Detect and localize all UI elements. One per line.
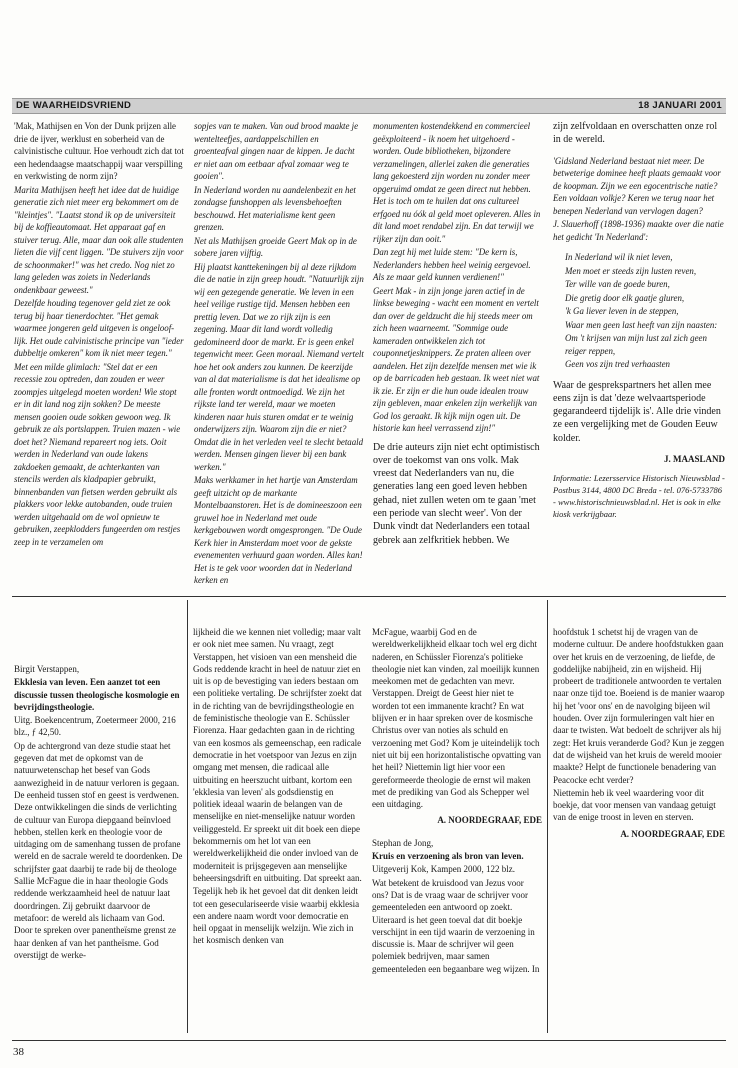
paragraph: In Nederland worden nu aandelenbezit en het zondagse funshoppen als levensbehoeften beschouwd. Het materialisme kent geen grenzen. <box>194 184 356 232</box>
review-column-3 <box>372 626 542 976</box>
page-number: 38 <box>13 1046 24 1058</box>
poem-line: 'k Ga liever leven in de steppen, <box>565 306 679 317</box>
review-column-1 <box>14 663 184 962</box>
review-title: Ekklesia van leven. Een aanzet tot een discussie tussen theologische kosmologie en bevrijdingstheologie. <box>14 677 180 712</box>
paragraph: Met een milde glimlach: "Stel dat er een recessie zou optreden, dan zouden er weer zoompjes uitgelegd moeten worden! Wie stopt er in dit land nog zijn sokken? De meeste mensen gooien oude sokken gewoon weg. Ik gebruik ze als portslappen. Truien mazen - wie doet het? Niemand repareert nog iets. Ooit werden in Nederland van oude lakens zakdoeken gemaakt, de achterkanten van stencils werden als kladpapier gebruikt, binnenbanden van fietsen werden gebruikt als plakkers voor lekke autobanden, oude truien werden uitgehaald om de wol opnieuw te gebruiken, zeepklodders fungeerden om restjes zeep in te verzamelen om <box>14 361 181 547</box>
paragraph: Net als Mathijsen groeide Geert Mak op in de sobere jaren vijftig. <box>194 235 357 258</box>
review-author: Birgit Verstappen, <box>14 664 80 674</box>
reviewer-signature: A. NOORDEGRAAF, EDE <box>620 828 725 839</box>
section-divider <box>12 596 726 597</box>
paragraph: J. Slauerhoff (1898-1936) maakte over die natie het gedicht 'In Nederland': <box>553 219 724 242</box>
footer-rule <box>12 1040 726 1041</box>
paragraph: Niettemin heb ik veel waardering voor dit boekje, dat voor mensen van vandaag getuigt van de enige troost in leven en sterven. <box>553 787 716 823</box>
review-publication: Uitgeverij Kok, Kampen 2000, 122 blz. <box>372 864 515 875</box>
paragraph: sopjes van te maken. Van oud brood maakte je wentelteefjes, aardappelschillen en groenteafval gingen naar de kippen. Je dacht er niet aan om eetbaar afval zomaar weg te gooien". <box>194 121 359 181</box>
paragraph: Tegelijk heb ik het gevoel dat dit denken leidt tot een geseculariseerde visie waarbij ekklesia een andere naam wordt voor democratie en heil opgaat in menselijk welzijn. Wie zich in het kosmisch denken van <box>193 886 360 946</box>
paragraph: hoofdstuk 1 schetst hij de vragen van de moderne cultuur. De andere hoofdstukken gaan over het kruis en de verzoening, de liefde, de goddelijke nabijheid, zin en wijsheid. Hij probeert de traditionele antwoorden te vertalen naar onze tijd toe. Boeiend is de manier waarop hij het 'voor ons' en de navolging bijeen wil houden. Over zijn formuleringen valt hier en daar te twisten. Wat bedoelt de schrijver als hij zegt: Het kruis veranderde God? Kun je zeggen dat de wijsheid van het kruis de wereld mooier maakte? Helpt de functionele benadering van Peacocke echt verder? <box>553 627 725 785</box>
paragraph: Waar de gesprekspartners het allen mee eens zijn is dat 'deze welvaartsperiode gegarandeerd tijdelijk is'. Alle drie vinden ze een vergelijking met de Gouden Eeuw kolder. <box>553 379 721 444</box>
poem-line: Men moet er steeds zijn lusten reven, <box>565 265 697 276</box>
poem-line: Geen vos zijn tred verhaasten <box>565 359 670 370</box>
poem-line: Om 't krijsen van mijn lust zal zich geen reiger reppen, <box>565 333 707 356</box>
article-column-1 <box>14 120 184 549</box>
article-column-2 <box>194 120 364 588</box>
paragraph: De drie auteurs zijn niet echt optimistisch over de toekomst van ons volk. Mak vreest dat Nederlanders van nu, die generaties lang een goed leven hebben gehad, niet zullen weten om te gaan 'met een periode van slecht weer'. Von der Dunk vindt dat Nederlanders een totaal gebrek aan zelfkritiek hebben. We <box>373 441 540 546</box>
paragraph: Hij plaatst kanttekeningen bij al deze rijkdom die de natie in zijn greep houdt. "Natuurlijk zijn wij een gezegende generatie. We leven in een heel veilige rustige tijd. Mensen hebben een prettig leven. Dat we zo rijk zijn is een zegening. Maar dit land wordt volledig gedomineerd door de markt. Er is geen enkel tegenwicht meer. Geen moraal. Niemand vertelt hoe het ook anders zou kunnen. De keerzijde van al dat materialisme is dat het idealisme op alle fronten wordt ontmoedigd. We zijn het rijkste land ter wereld, maar we moeten kinderen naar huis sturen omdat er te weinig onderwijzers zijn. Waarom zijn die er niet? Omdat die in het verleden veel te slecht betaald werden. Mensen gingen liever bij een bank werken." <box>194 261 364 472</box>
column-divider <box>547 600 548 1033</box>
review-column-4 <box>553 626 725 850</box>
paragraph: monumenten kostendekkend en commercieel geëxploiteerd - ik noem het uitgehoerd - worden. Oude bibliotheken, bijzondere verzamelingen, allerlei zaken die generaties lang gekoesterd zijn worden nu zonder meer opgeruimd omdat ze geen direct nut hebben. Het is toch om te huilen dat ons cultureel erfgoed nu óók al geld moet opleveren. Alles in dit land moet rendabel zijn. En dat terwijl we rijker zijn dan ooit." <box>373 121 541 244</box>
paragraph: Wat betekent de kruisdood van Jezus voor ons? Dat is de vraag waar de schrijver voor gemeenteleden een antwoord op zoekt. Uiteraard is het geen toeval dat dit boekje verschijnt in een tijd waarin de verzoening in discussie is. Maar de schrijver wil geen polemiek bedrijven, maar samen gemeenteleden een begaanbare weg wijzen. In <box>372 877 540 974</box>
paragraph: 'Gidsland Nederland bestaat niet meer. De betweterige dominee heeft plaats gemaakt voor de koopman. Zijn we een egocentrische natie? Een voldaan volkje? Keren we terug naar het benepen Nederland van vervlogen dagen? <box>553 155 721 216</box>
issue-date: 18 JANUARI 2001 <box>638 100 722 111</box>
author-signature: J. MAASLAND <box>663 454 725 465</box>
paragraph: McFague, waarbij God en de wereldwerkelijkheid elkaar toch wel erg dicht naderen, en Schüssler Fiorenza's politieke theologie niet kan vinden, zal moeilijk kunnen meekomen met de gedachten van mevr. Verstappen. Dreigt de Geest hier niet te worden tot een immanente kracht? En wat blijven er in haar spreken over de kosmische Christus over van noties als schuld en verzoening met God? Kom je uiteindelijk toch niet uit bij een horizontalistische opvatting van het heil? Niettemin ligt hier voor een gereformeerde theologie de ernst wil maken met de prediking van God als Schepper wel een uitdaging. <box>372 627 541 810</box>
review-column-2 <box>193 626 363 948</box>
publication-name: DE WAARHEIDSVRIEND <box>16 100 132 111</box>
info-note: Informatie: Lezersservice Historisch Nieuwsblad - Postbus 3144, 4800 DC Breda - tel. 076-5733786 - www.historischnieuwsblad.nl. Het is ook in elke kiosk verkrijgbaar. <box>553 472 725 519</box>
article-column-3 <box>373 120 543 548</box>
paragraph: zijn zelfvoldaan en overschatten onze rol in de wereld. <box>553 121 718 146</box>
poem <box>553 251 725 371</box>
paragraph: Geert Mak - in zijn jonge jaren actief in de linkse beweging - wacht een moment en vertelt dan over de geldzucht die hij steeds meer om zich heen waarneemt. "Sommige oude kameraden ontwikkelen zich tot couponnetjesknippers. Ze praten alleen over aandelen. Het zijn dezelfde mensen met wie ik op de barricaden heb gestaan. Ik weet niet wat ik zie. Er zijn er die hun oude idealen trouw zijn gebleven, maar enkelen zijn werkelijk van God los geraakt. Ik kijk mijn ogen uit. De historie kan heel verrassend zijn!" <box>373 285 540 433</box>
review-publication: Uitg. Boekencentrum, Zoetermeer 2000, 216 blz., ƒ 42,50. <box>14 715 176 738</box>
paragraph: Marita Mathijsen heeft het idee dat de huidige generatie zich niet meer erg bekommert om de "kleintjes". "Laatst stond ik op de universiteit bij de koffieautomaat. Het apparaat gaf en stuiver terug. Alle, maar dan ook alle studenten lieten die vijf cent liggen. "De stuivers zijn voor de schoonmaker!" was het credo. Nog niet zo lang geleden was zoiets in Nederlands ondenkbaar geweest." <box>14 184 184 295</box>
poem-line: In Nederland wil ik niet leven, <box>565 252 673 263</box>
page-header <box>12 98 726 114</box>
review-author: Stephan de Jong, <box>372 837 434 848</box>
paragraph: lijkheid die we kennen niet volledig; maar valt er ook niet mee samen. Nu vraagt, zegt Verstappen, het visioen van een mensheid die Gods reddende kracht in heel de natuur ziet en uit is op de bevestiging van ieders bestaan om een politieke vertaling. De schrijfster zoekt dat in de richting van de bevrijdingstheologie en de feministische theologie van E. Schüssler Fiorenza. Haar gedachten gaan in de richting van een kosmos als gemeenschap, een radicale democratie in het voetspoor van Jezus en zijn omgang met mensen, die radicaal alle uitbuiting en heerszucht uitbant, kortom een 'ekklesia van leven' als godsdienstig en politiek ideaal waarin de belangen van de menselijke en niet-menselijke natuur worden veiliggesteld. Er spreekt uit dit boek een diepe bekommernis om het lot van een wereldwerkelijkheid die onder invloed van de moderniteit is prijsgegeven aan menselijke beheersingsdrift en uitbuiting. Dat spreekt aan. <box>193 627 362 883</box>
column-divider <box>187 600 188 1033</box>
poem-line: Waar men geen last heeft van zijn naasten: <box>565 319 718 330</box>
reviewer-signature: A. NOORDEGRAAF, EDE <box>437 815 542 826</box>
paragraph: Dezelfde houding tegenover geld ziet ze ook terug bij haar tienerdochter. "Het gemak waarmee jongeren geld uitgeven is ongeloof-lijk. Het oude calvinistische principe van "ieder dubbeltje omkeren" kom ik niet meer tegen." <box>14 298 184 358</box>
paragraph: Maks werkkamer in het hartje van Amsterdam geeft uitzicht op de markante Montelbaanstoren. Het is de domineeszoon een gruwel hoe in Nederland met oude kerkgebouwen wordt omgesprongen. "De Oude Kerk hier in Amsterdam moet voor de gekste evenementen verhuurd gaan worden. Alles kan! Het is te gek voor woorden dat in Nederland kerken en <box>194 475 363 585</box>
article-column-4 <box>553 120 725 520</box>
poem-line: Ter wille van de goede buren, <box>565 279 670 290</box>
review-title: Kruis en verzoening als bron van leven. <box>372 851 524 862</box>
poem-line: Die gretig door elk gaatje gluren, <box>565 292 685 303</box>
paragraph: Dan zegt hij met luide stem: "De kern is, Nederlanders hebben heel weinig eergevoel. Als ze maar geld kunnen verdienen!" <box>373 247 531 282</box>
paragraph: Op de achtergrond van deze studie staat het gegeven dat met de opkomst van de natuurwetenschap het besef van Gods aanwezigheid in de natuur verloren is gegaan. De eenheid tussen stof en geest is verdwenen. Deze ontwikkelingen die sinds de verlichting de cultuur van Europa diepgaand beïnvloed hebben, stellen kerk en theologie voor de uitdaging om de samenhang tussen de profane wereld en de sacrale wereld te doordenken. De schrijfster gaat daarbij te rade bij de theologe Sallie McFague die in haar theologie Gods reddende werkzaamheid heel de natuur laat doordringen. Zij gebruikt daarvoor de metafoor: de wereld als lichaam van God. Door te spreken over panentheïsme grenst ze haar denken af van het pantheïsme. God overstijgt de werke- <box>14 740 183 960</box>
paragraph: 'Mak, Mathijsen en Von der Dunk prijzen alle drie de ijver, werklust en soberheid van de calvinistische cultuur. Hoe verhoudt zich dat tot een hedendaagse maatschappij waar verspilling en verkwisting de norm zijn? <box>14 121 184 181</box>
